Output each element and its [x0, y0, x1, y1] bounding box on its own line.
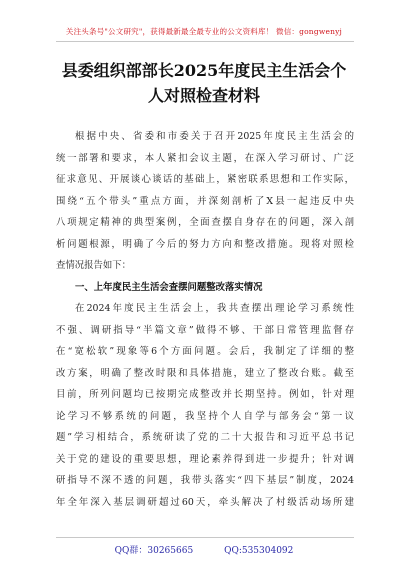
section-line: 年全年深入基层调研超过60天，牵头解决了村级活动场所建 [56, 496, 354, 508]
footer-divider [56, 537, 354, 538]
header-divider [56, 41, 354, 42]
intro-line: 查情况报告如下： [56, 260, 132, 271]
intro-line: 八项规定精神的典型案例，全面查摆自身存在的问题，深入剖 [56, 217, 354, 228]
intro-line: 析问题根源，明确了今后的努力方向和整改措施。现将对照检 [56, 238, 354, 250]
section-line: 论学习不够系统的问题，我坚持个人自学与部务会“第一议 [56, 410, 354, 422]
section-line: 研指导不深不透的问题，我带头落实“四下基层”制度，2024 [56, 475, 354, 486]
document-title [0, 58, 408, 108]
intro-line: 统一部署和要求，本人紧扣会议主题，在深入学习研讨、广泛 [56, 152, 354, 164]
section-line: 不强、调研指导“半篇文章”做得不够、干部日常管理监督存 [56, 324, 354, 336]
title-line-1: 县委组织部部长2025年度民主生活会个 [61, 61, 347, 80]
section-line: 改方案，明确了整改时限和具体措施，建立了整改台账。截至 [56, 367, 354, 379]
section-line: 在2024年度民主生活会上，我共查摆出理论学习系统性 [75, 303, 354, 314]
qq-number-text: QQ:535304092 [224, 546, 294, 556]
intro-line: 围绕“五个带头”重点方面，并深刻剖析了X县一起违反中央 [56, 195, 354, 207]
qq-group-text: QQ群：30265665 [114, 546, 194, 556]
intro-line: 根据中央、省委和市委关于召开2025年度民主生活会的 [75, 131, 354, 142]
section-line: 目前，所列问题均已按期完成整改并长期坚持。例如，针对理 [56, 389, 354, 400]
promo-banner: 关注头条号"公文研究"，获得最新最全最专业的公文资料库！ 微信：gongwenyj [65, 27, 343, 36]
section-line: 在“宽松软”现象等6个方面问题。会后，我制定了详细的整 [56, 346, 354, 357]
document-body [56, 126, 354, 513]
section-heading: 一、上年度民主生活会查摆问题整改落实情况 [75, 281, 263, 293]
section-line: 题”学习相结合，系统研读了党的二十大报告和习近平总书记 [56, 432, 354, 443]
intro-line: 征求意见、开展谈心谈话的基础上，紧密联系思想和工作实际， [56, 174, 354, 185]
footer-contact [0, 543, 408, 556]
title-line-2: 人对照检查材料 [147, 86, 260, 105]
section-line: 关于党的建设的重要思想，理论素养得到进一步提升；针对调 [56, 453, 354, 465]
